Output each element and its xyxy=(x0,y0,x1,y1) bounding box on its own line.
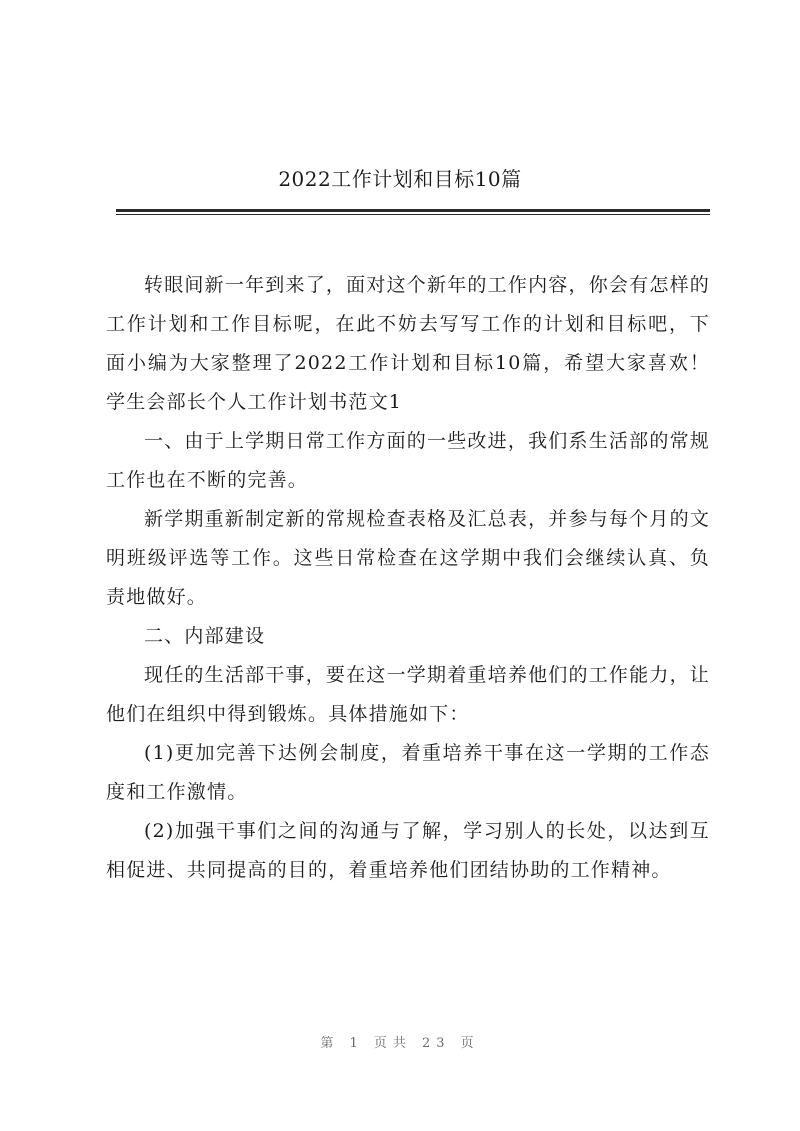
document-title: 2022工作计划和目标10篇 xyxy=(278,167,522,191)
list-item: (1)更加完善下达例会制度，着重培养干事在这一学期的工作态度和工作激情。 xyxy=(106,742,710,803)
section-heading: 二、内部建设 xyxy=(144,625,266,647)
document-body xyxy=(106,266,710,890)
title-underline xyxy=(116,209,710,212)
paragraph: 现任的生活部干事，要在这一学期着重培养他们的工作能力，让他们在组织中得到锻炼。具体措施如下： xyxy=(106,664,710,725)
paragraph: 转眼间新一年到来了，面对这个新年的工作内容，你会有怎样的工作计划和工作目标呢，在此不妨去写写工作的计划和目标吧，下面小编为大家整理了2022工作计划和目标10篇，希望大家喜欢！学生会部长个人工作计划书范文1 xyxy=(106,274,710,413)
list-item: (2)加强干事们之间的沟通与了解，学习别人的长处，以达到互相促进、共同提高的目的，着重培养他们团结协助的工作精神。 xyxy=(106,820,710,881)
paragraph: 一、由于上学期日常工作方面的一些改进，我们系生活部的常规工作也在不断的完善。 xyxy=(106,430,710,491)
title-underline-thin xyxy=(116,214,710,215)
page-number-footer: 第 1 页共 23 页 xyxy=(320,1036,480,1051)
paragraph: 新学期重新制定新的常规检查表格及汇总表，并参与每个月的文明班级评选等工作。这些日常检查在这学期中我们会继续认真、负责地做好。 xyxy=(106,508,710,608)
